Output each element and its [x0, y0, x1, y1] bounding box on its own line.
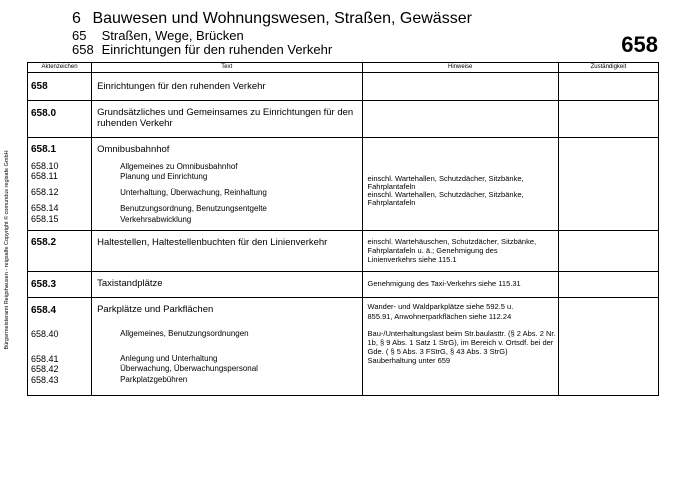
subrow-code: 658.42: [31, 364, 59, 374]
row-text: Omnibusbahnhof: [97, 144, 170, 155]
chapter-title: Bauwesen und Wohnungswesen, Straßen, Gewässer: [92, 10, 472, 27]
header-line-1: [72, 10, 472, 28]
header-line-2: [72, 28, 244, 43]
hint-text: Wander- und Waldparkplätze siehe 592.5 u.: [367, 302, 514, 311]
subrow-text: Allgemeines zu Omnibusbahnhof: [120, 162, 238, 171]
copyright-text: Bürgermeisteramt Reigshausen - reigsalfe Copyright © comundus regisafe GmbH: [4, 150, 10, 350]
file-plan-table: [27, 62, 659, 396]
column-header-aktenzeichen: Aktenzeichen: [28, 63, 92, 73]
hint-text: Fahrplantafeln: [367, 198, 416, 207]
row-code: 658.3: [31, 279, 57, 290]
page-number: 658: [621, 32, 658, 57]
hint-text: Linienverkehrs siehe 115.1: [367, 255, 457, 264]
hint-text: einschl. Wartehallen, Schutzdächer, Sitzbänke,: [367, 174, 524, 183]
column-header-text: Text: [92, 63, 362, 73]
table-header-row: [28, 63, 659, 73]
subrow-text: Verkehrsabwicklung: [120, 215, 192, 224]
header-line-3: [72, 42, 332, 57]
subrow-text: Überwachung, Überwachungspersonal: [120, 364, 258, 373]
table-row: [28, 298, 659, 396]
subrow-text: Planung und Einrichtung: [120, 172, 208, 181]
row-text: Haltestellen, Haltestellenbuchten für den Linienverkehr: [97, 237, 328, 248]
subrow-code: 658.14: [31, 203, 59, 213]
subrow-text: Unterhaltung, Überwachung, Reinhaltung: [120, 188, 267, 197]
row-text: Parkplätze und Parkflächen: [97, 304, 214, 315]
table-row: [28, 138, 659, 231]
row-text: Taxistandplätze: [97, 278, 163, 289]
section-title: Straßen, Wege, Brücken: [101, 28, 244, 43]
column-header-zustaendigkeit: Zuständigkeit: [558, 63, 658, 73]
subrow-code: 658.11: [31, 171, 58, 181]
hint-text: Genehmigung des Taxi-Verkehrs siehe 115.31: [367, 279, 521, 288]
subrow-text: Anlegung und Unterhaltung: [120, 354, 218, 363]
subrow-text: Parkplatzgebühren: [120, 375, 188, 384]
hint-text: einschl. Wartehallen, Schutzdächer, Sitzbänke,: [367, 190, 524, 199]
column-header-hinweise: Hinweise: [362, 63, 558, 73]
row-code: 658.1: [31, 144, 57, 155]
table-row: [28, 73, 659, 101]
subrow-code: 658.41: [31, 354, 59, 364]
row-text-continued: ruhenden Verkehr: [97, 118, 173, 129]
section-number: 65: [72, 28, 87, 43]
table-row: [28, 231, 659, 272]
hint-text: 855.91, Anwohnerparkflächen siehe 112.24: [367, 312, 512, 321]
subrow-code: 658.12: [31, 187, 59, 197]
hint-text: Fahrplantafeln: [367, 182, 416, 191]
subrow-code: 658.40: [31, 329, 59, 339]
subrow-code: 658.43: [31, 375, 59, 385]
group-title: Einrichtungen für den ruhenden Verkehr: [101, 42, 333, 57]
copyright-sidebar: [0, 0, 14, 495]
group-number: 658: [72, 42, 94, 57]
hint-text: Sauberhaltung unter 659: [367, 356, 451, 365]
row-text: Grundsätzliches und Gemeinsames zu Einrichtungen für den: [97, 107, 354, 118]
hint-text: Bau-/Unterhaltungslast beim Str.baulasttr. (§ 2 Abs. 2 Nr.: [367, 329, 556, 338]
hint-text: Gde. ( § 5 Abs. 3 FStrG, § 43 Abs. 3 StrG): [367, 347, 508, 356]
subrow-code: 658.10: [31, 161, 59, 171]
table-row: [28, 272, 659, 298]
row-code: 658: [31, 81, 48, 92]
hint-text: einschl. Wartehäuschen, Schutzdächer, Sitzbänke,: [367, 237, 537, 246]
row-code: 658.4: [31, 305, 57, 316]
subrow-text: Benutzungsordnung, Benutzungsentgelte: [120, 204, 267, 213]
chapter-number: 6: [72, 10, 81, 27]
subrow-text: Allgemeines, Benutzungsordnungen: [120, 329, 249, 338]
hint-text: 1b, § 9 Abs. 1 Satz 1 StrG), im Bereich v. Ortsdf. bei der: [367, 338, 554, 347]
row-code: 658.0: [31, 108, 57, 119]
table-row: [28, 101, 659, 138]
row-code: 658.2: [31, 237, 57, 248]
row-text: Einrichtungen für den ruhenden Verkehr: [97, 81, 266, 92]
subrow-code: 658.15: [31, 214, 59, 224]
hint-text: Fahrplantafeln u. ä.; Genehmigung des: [367, 246, 498, 255]
